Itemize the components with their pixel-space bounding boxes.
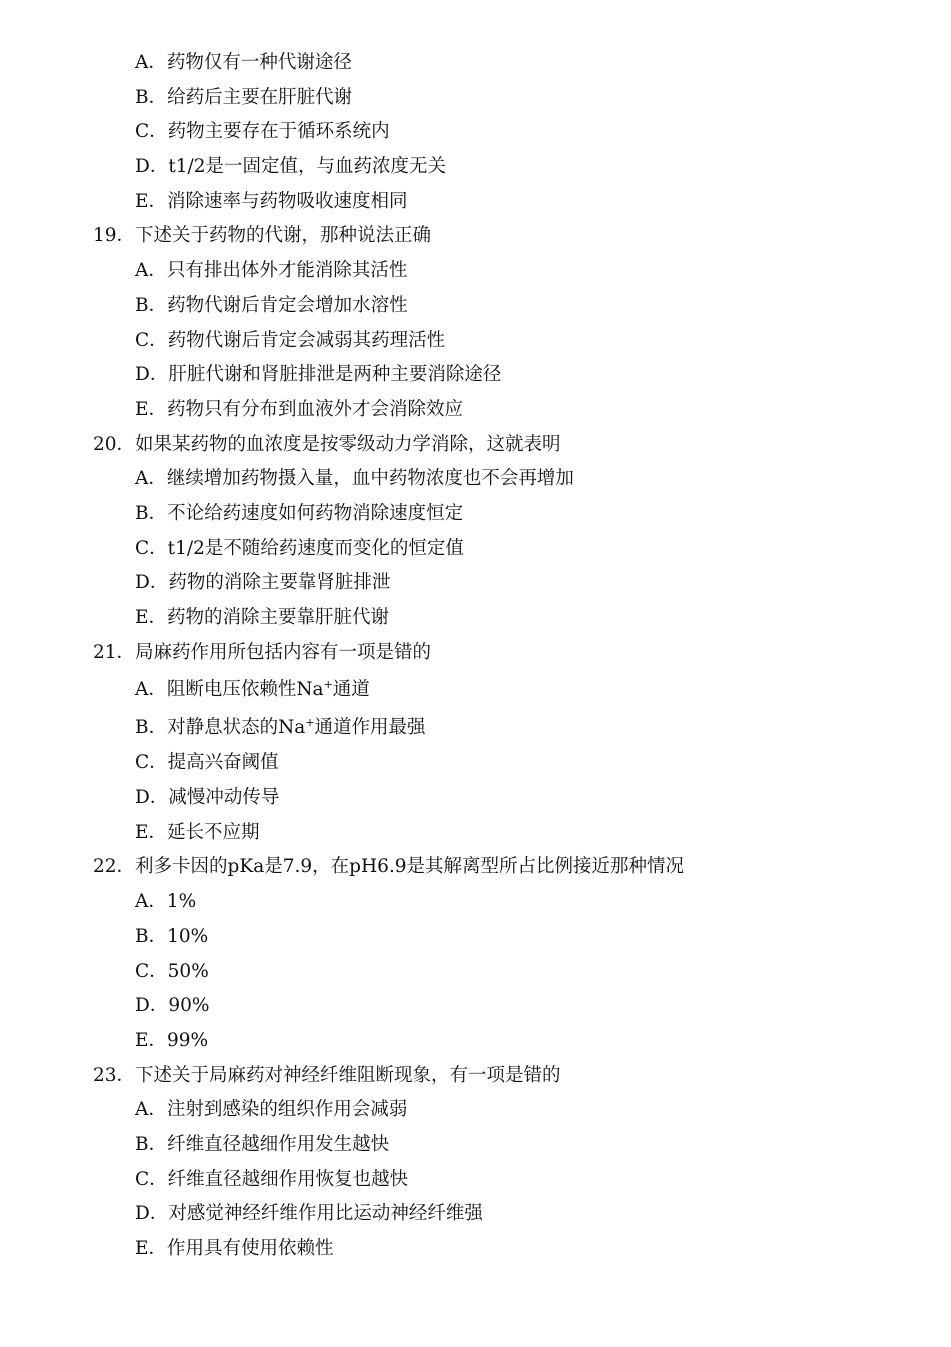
q21-option-e: E．延长不应期	[135, 821, 260, 843]
q19-option-e: E．药物只有分布到血液外才会消除效应	[135, 398, 464, 420]
q22-stem: 22．利多卡因的pKa是7.9，在pH6.9是其解离型所占比例接近那种情况	[93, 856, 685, 878]
q21-stem: 21．局麻药作用所包括内容有一项是错的	[93, 641, 432, 663]
q22-option-e: E．99%	[135, 1029, 209, 1051]
q21-option-b-prefix: B．对静息状态的Na	[135, 717, 306, 739]
q23-option-e: E．作用具有使用依赖性	[135, 1238, 334, 1259]
q19-option-d: D．肝脏代谢和肾脏排泄是两种主要消除途径	[135, 364, 502, 386]
q21-option-c: C．提高兴奋阈值	[135, 752, 279, 774]
q21-option-a-prefix: A．阻断电压依赖性Na	[135, 679, 324, 701]
q18-option-d: D．t1/2是一固定值，与血药浓度无关	[135, 156, 447, 178]
q20-option-c: C．t1/2是不随给药速度而变化的恒定值	[135, 537, 464, 559]
q22-option-b: B．10%	[135, 925, 209, 947]
q21-option-a-suffix: 通道	[332, 679, 370, 701]
q21-option-d: D．减慢冲动传导	[135, 787, 280, 809]
q19-stem: 19．下述关于药物的代谢，那种说法正确	[93, 225, 432, 247]
q20-option-b: B．不论给药速度如何药物消除速度恒定	[135, 502, 464, 524]
q18-option-b: B．给药后主要在肝脏代谢	[135, 86, 353, 108]
q18-option-e: E．消除速率与药物吸收速度相同	[135, 190, 408, 212]
q22-option-c: C．50%	[135, 960, 209, 982]
q21-option-b-suffix: 通道作用最强	[314, 717, 426, 739]
q23-option-c: C．纤维直径越细作用恢复也越快	[135, 1168, 409, 1190]
q19-option-b: B．药物代谢后肯定会增加水溶性	[135, 294, 408, 316]
q23-option-d: D．对感觉神经纤维作用比运动神经纤维强	[135, 1203, 483, 1225]
q21-option-a	[0, 670, 951, 708]
q23-option-a: A．注射到感染的组织作用会减弱	[135, 1099, 408, 1121]
q20-option-e: E．药物的消除主要靠肝脏代谢	[135, 607, 390, 628]
q23-stem: 23．下述关于局麻药对神经纤维阻断现象，有一项是错的	[93, 1064, 561, 1086]
q21-option-b-superscript: +	[305, 716, 315, 730]
q18-option-a: A．药物仅有一种代谢途径	[135, 52, 352, 73]
q20-option-a: A．继续增加药物摄入量，血中药物浓度也不会再增加	[135, 468, 574, 490]
q19-option-c: C．药物代谢后肯定会减弱其药理活性	[135, 329, 446, 351]
q18-option-c: C．药物主要存在于循环系统内	[135, 121, 390, 143]
q22-option-d: D．90%	[135, 995, 210, 1017]
q21-option-b	[0, 708, 951, 746]
q21-option-a-superscript: +	[323, 678, 333, 692]
q22-option-a: A．1%	[135, 891, 197, 913]
q20-option-d: D．药物的消除主要靠肾脏排泄	[135, 572, 391, 594]
q20-stem: 20．如果某药物的血浓度是按零级动力学消除，这就表明	[93, 433, 561, 455]
q19-option-a: A．只有排出体外才能消除其活性	[135, 260, 408, 282]
q23-option-b: B．纤维直径越细作用发生越快	[135, 1133, 390, 1155]
